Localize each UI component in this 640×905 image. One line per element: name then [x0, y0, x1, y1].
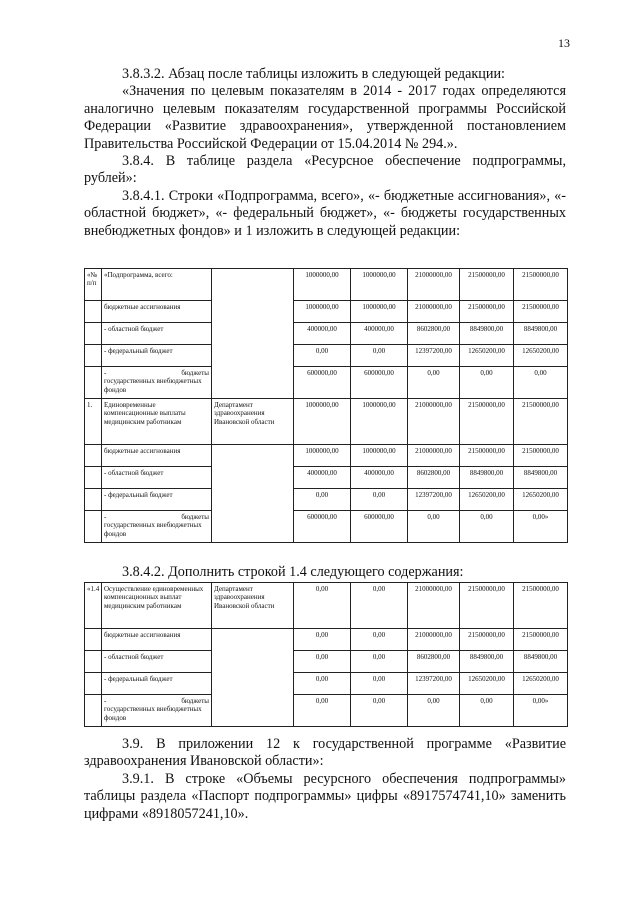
- value-cell: 0,00: [294, 673, 351, 695]
- value-cell: 0,00: [408, 367, 460, 399]
- value-cell: 0,00: [351, 583, 408, 629]
- row-number-cell: 1.: [85, 399, 102, 445]
- row-name-cell: бюджетные ассигнования: [102, 445, 212, 467]
- page-number: 13: [558, 36, 570, 50]
- paragraph: 3.8.4.2. Дополнить строкой 1.4 следующего содержания:: [122, 564, 464, 580]
- row-number-cell: [85, 345, 102, 367]
- value-cell: 0,00: [294, 651, 351, 673]
- value-cell: 400000,00: [294, 323, 351, 345]
- table-row: [85, 345, 568, 367]
- row-name-cell: Единовременные компенсационные выплаты медицинским работникам: [102, 399, 212, 445]
- value-cell: 0,00: [460, 511, 514, 543]
- value-cell: 12650200,00: [460, 673, 514, 695]
- executor-cell: Департамент здравоохранения Ивановской области: [212, 583, 294, 629]
- value-cell: 0,00»: [514, 695, 568, 727]
- row-name-cell: - федеральный бюджет: [102, 673, 212, 695]
- value-cell: 0,00: [460, 367, 514, 399]
- value-cell: 1000000,00: [351, 269, 408, 301]
- row-number-cell: [85, 489, 102, 511]
- paragraph: 3.9.1. В строке «Объемы ресурсного обеспечения подпрограммы» таблицы раздела «Паспорт подпрограммы» цифры «8917574741,10» заменить цифрами «8918057241,10».: [84, 770, 566, 822]
- row-number-cell: [85, 629, 102, 651]
- executor-cell: Департамент здравоохранения Ивановской области: [212, 399, 294, 445]
- value-cell: 12650200,00: [460, 345, 514, 367]
- value-cell: 1000000,00: [294, 269, 351, 301]
- table-row: [85, 489, 568, 511]
- value-cell: 0,00: [351, 651, 408, 673]
- value-cell: 0,00: [351, 629, 408, 651]
- value-cell: 0,00: [351, 489, 408, 511]
- paragraph: 3.9. В приложении 12 к государственной программе «Развитие здравоохранения Ивановской области»:: [84, 736, 566, 770]
- table-row: [85, 651, 568, 673]
- value-cell: 21000000,00: [408, 629, 460, 651]
- value-cell: 1000000,00: [294, 399, 351, 445]
- value-cell: 8849800,00: [514, 467, 568, 489]
- table-row: [85, 583, 568, 629]
- paragraph: «Значения по целевым показателям в 2014 - 2017 годах определяются аналогично целевым показателям государственной программы Российской Федерации «Развитие здравоохранения», утвержденной постановлением Правительства Российской Федерации от 15.04.2014 № 294.».: [84, 83, 566, 152]
- bottom-text-block: [84, 736, 566, 823]
- value-cell: 21500000,00: [460, 629, 514, 651]
- row-number-cell: [85, 467, 102, 489]
- value-cell: 0,00»: [514, 511, 568, 543]
- row-name-cell: - областной бюджет: [102, 467, 212, 489]
- resource-table-1: [84, 268, 568, 543]
- table-row: [85, 673, 568, 695]
- table-row: [85, 629, 568, 651]
- value-cell: 12397200,00: [408, 489, 460, 511]
- mid-text-block: [84, 564, 566, 581]
- value-cell: 12650200,00: [514, 673, 568, 695]
- value-cell: 600000,00: [351, 511, 408, 543]
- table-row: [85, 269, 568, 301]
- value-cell: 8602800,00: [408, 651, 460, 673]
- value-cell: 1000000,00: [351, 301, 408, 323]
- value-cell: 1000000,00: [294, 445, 351, 467]
- paragraph: 3.8.3.2. Абзац после таблицы изложить в следующей редакции:: [122, 66, 505, 82]
- row-number-cell: [85, 301, 102, 323]
- value-cell: 400000,00: [351, 323, 408, 345]
- value-cell: 21000000,00: [408, 301, 460, 323]
- value-cell: 21500000,00: [460, 445, 514, 467]
- row-name-cell: бюджетные ассигнования: [102, 301, 212, 323]
- value-cell: 8602800,00: [408, 467, 460, 489]
- value-cell: 21000000,00: [408, 399, 460, 445]
- value-cell: 600000,00: [294, 367, 351, 399]
- row-name-cell: «Подпрограмма, всего:: [102, 269, 212, 301]
- row-name-cell: - бюджеты государственных внебюджетных фондов: [102, 367, 212, 399]
- row-number-cell: [85, 651, 102, 673]
- resource-table-2: [84, 582, 568, 727]
- table-row: [85, 445, 568, 467]
- table-row: [85, 399, 568, 445]
- value-cell: 8602800,00: [408, 323, 460, 345]
- executor-cell: [212, 269, 294, 399]
- top-text-block: [84, 66, 566, 240]
- value-cell: 21000000,00: [408, 583, 460, 629]
- row-number-cell: [85, 695, 102, 727]
- value-cell: 12650200,00: [514, 345, 568, 367]
- value-cell: 0,00: [408, 695, 460, 727]
- value-cell: 21000000,00: [408, 269, 460, 301]
- value-cell: 1000000,00: [351, 445, 408, 467]
- value-cell: 21500000,00: [460, 583, 514, 629]
- row-number-cell: [85, 367, 102, 399]
- value-cell: 0,00: [408, 511, 460, 543]
- value-cell: 0,00: [294, 695, 351, 727]
- value-cell: 400000,00: [351, 467, 408, 489]
- value-cell: 0,00: [351, 345, 408, 367]
- value-cell: 21000000,00: [408, 445, 460, 467]
- executor-cell: [212, 629, 294, 727]
- value-cell: 0,00: [294, 489, 351, 511]
- value-cell: 21500000,00: [514, 445, 568, 467]
- value-cell: 21500000,00: [460, 399, 514, 445]
- row-name-cell: - областной бюджет: [102, 651, 212, 673]
- row-number-cell: [85, 445, 102, 467]
- value-cell: 12650200,00: [514, 489, 568, 511]
- row-number-cell: «№ п/п: [85, 269, 102, 301]
- value-cell: 21500000,00: [514, 583, 568, 629]
- row-name-cell: - бюджеты государственных внебюджетных фондов: [102, 511, 212, 543]
- value-cell: 1000000,00: [294, 301, 351, 323]
- row-name-cell: - федеральный бюджет: [102, 345, 212, 367]
- value-cell: 21500000,00: [514, 301, 568, 323]
- value-cell: 8849800,00: [514, 323, 568, 345]
- value-cell: 21500000,00: [514, 269, 568, 301]
- row-number-cell: «1.4: [85, 583, 102, 629]
- value-cell: 0,00: [514, 367, 568, 399]
- value-cell: 0,00: [351, 673, 408, 695]
- value-cell: 12397200,00: [408, 673, 460, 695]
- row-name-cell: - федеральный бюджет: [102, 489, 212, 511]
- table-row: [85, 367, 568, 399]
- row-number-cell: [85, 511, 102, 543]
- table-row: [85, 323, 568, 345]
- value-cell: 21500000,00: [514, 629, 568, 651]
- table-row: [85, 467, 568, 489]
- value-cell: 12650200,00: [460, 489, 514, 511]
- table-row: [85, 511, 568, 543]
- value-cell: 8849800,00: [514, 651, 568, 673]
- value-cell: 0,00: [294, 583, 351, 629]
- value-cell: 0,00: [294, 345, 351, 367]
- row-name-cell: бюджетные ассигнования: [102, 629, 212, 651]
- value-cell: 0,00: [351, 695, 408, 727]
- value-cell: 0,00: [294, 629, 351, 651]
- value-cell: 1000000,00: [351, 399, 408, 445]
- paragraph: 3.8.4.1. Строки «Подпрограмма, всего», «- бюджетные ассигнования», «- областной бюджет», «- федеральный бюджет», «- бюджеты государственных внебюджетных фондов» и 1 изложить в следующей редакции:: [84, 187, 566, 239]
- value-cell: 21500000,00: [460, 301, 514, 323]
- value-cell: 8849800,00: [460, 467, 514, 489]
- executor-cell: [212, 445, 294, 543]
- paragraph: 3.8.4. В таблице раздела «Ресурсное обеспечение подпрограммы, рублей»:: [84, 153, 566, 187]
- row-name-cell: - бюджеты государственных внебюджетных фондов: [102, 695, 212, 727]
- value-cell: 21500000,00: [460, 269, 514, 301]
- table-row: [85, 301, 568, 323]
- row-name-cell: Осуществление единовременных компенсационных выплат медицинским работникам: [102, 583, 212, 629]
- value-cell: 600000,00: [351, 367, 408, 399]
- value-cell: 0,00: [460, 695, 514, 727]
- value-cell: 400000,00: [294, 467, 351, 489]
- row-number-cell: [85, 323, 102, 345]
- row-number-cell: [85, 673, 102, 695]
- value-cell: 600000,00: [294, 511, 351, 543]
- value-cell: 8849800,00: [460, 323, 514, 345]
- table-row: [85, 695, 568, 727]
- value-cell: 21500000,00: [514, 399, 568, 445]
- value-cell: 8849800,00: [460, 651, 514, 673]
- row-name-cell: - областной бюджет: [102, 323, 212, 345]
- value-cell: 12397200,00: [408, 345, 460, 367]
